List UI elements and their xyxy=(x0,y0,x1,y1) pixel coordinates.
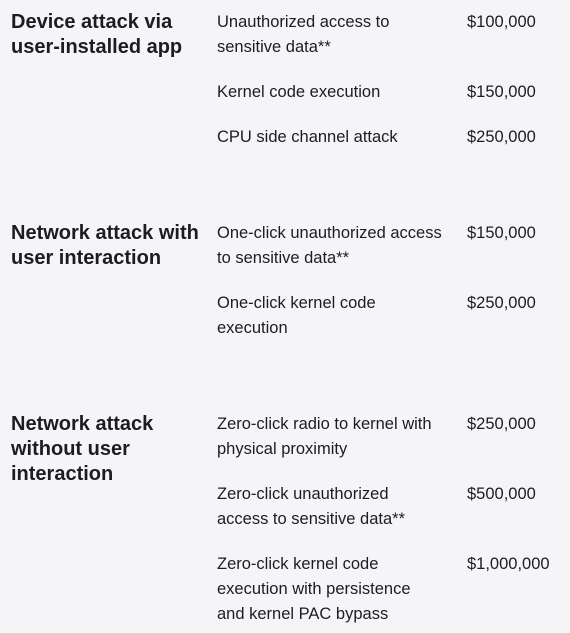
bounty-amount: $100,000 xyxy=(467,13,536,31)
bounty-description: CPU side channel attack xyxy=(217,128,398,146)
bounty-description: Unauthorized access to sensitive data** xyxy=(217,13,390,56)
bounty-amount: $250,000 xyxy=(467,415,536,433)
bounty-amount: $500,000 xyxy=(467,485,536,503)
bounty-amount: $150,000 xyxy=(467,224,536,242)
bounty-amount: $1,000,000 xyxy=(467,555,550,573)
bounty-description: Zero-click radio to kernel with physical proximity xyxy=(217,415,432,458)
bounty-description: One-click kernel code execution xyxy=(217,294,376,337)
bounty-description: Zero-click unauthorized access to sensitive data** xyxy=(217,485,406,528)
category-title: Network attack with user interaction xyxy=(11,222,199,269)
bounty-amount: $250,000 xyxy=(467,294,536,312)
bounty-description: One-click unauthorized access to sensitive data** xyxy=(217,224,442,267)
category-title: Network attack without user interaction xyxy=(11,413,154,485)
bounty-amount: $150,000 xyxy=(467,83,536,101)
bounty-description: Kernel code execution xyxy=(217,83,381,101)
category-title: Device attack via user-installed app xyxy=(11,11,183,58)
bounty-description: Zero-click kernel code execution with persistence and kernel PAC bypass xyxy=(217,555,411,623)
bounty-amount: $250,000 xyxy=(467,128,536,146)
